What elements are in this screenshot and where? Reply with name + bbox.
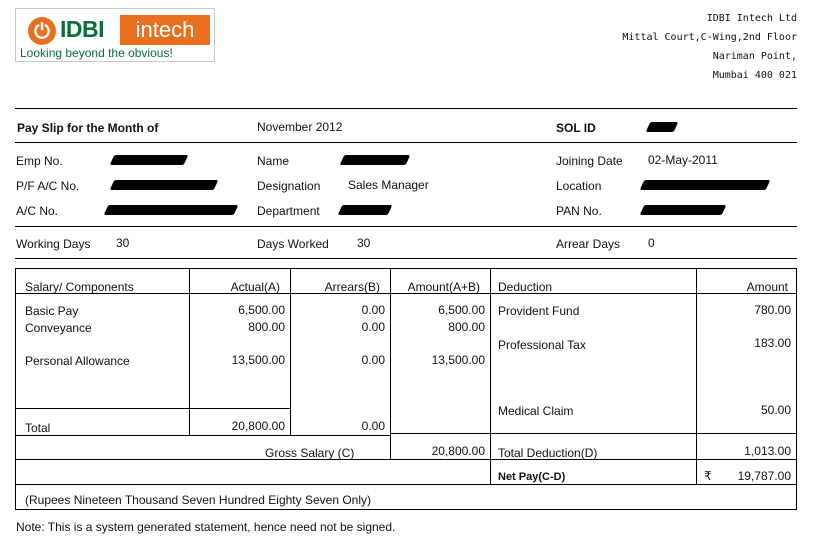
ac-no-label: A/C No. [16, 204, 59, 218]
payslip-title: Pay Slip for the Month of [17, 121, 159, 135]
details-divider [15, 226, 797, 227]
days-worked-value: 30 [357, 236, 371, 250]
name-label: Name [257, 154, 290, 168]
earning-arrears: 0.00 [361, 320, 385, 334]
gross-row-rule [390, 433, 797, 434]
deduction-amount: 183.00 [754, 336, 791, 350]
details-bottom-rule [15, 258, 797, 259]
deduction-name: Provident Fund [498, 304, 580, 318]
rupee-symbol: ₹ [704, 469, 712, 483]
net-pay-value: 19,787.00 [737, 469, 791, 483]
header-amount: Amount(A+B) [407, 280, 480, 294]
logo-tagline: Looking beyond the obvious! [20, 46, 173, 60]
company-logo [15, 8, 215, 62]
table-left-border [15, 268, 16, 509]
words-row-rule [15, 484, 797, 485]
emp-no-label: Emp No. [16, 154, 63, 168]
col-divider-ded-amount [696, 268, 697, 484]
sol-id-label: SOL ID [556, 121, 596, 135]
days-worked-label: Days Worked [257, 237, 329, 251]
earning-arrears: 0.00 [361, 353, 385, 367]
earning-actual: 13,500.00 [231, 353, 285, 367]
header-deduction-amount: Amount [746, 280, 788, 294]
earning-name: Personal Allowance [25, 354, 130, 368]
pf-ac-redacted [110, 180, 219, 190]
joining-date-value: 02-May-2011 [648, 153, 718, 167]
earning-amount: 800.00 [448, 320, 485, 334]
logo-mark [24, 15, 210, 47]
total-deduction-value: 1,013.00 [744, 444, 791, 458]
header-salary-components: Salary/ Components [25, 280, 134, 294]
net-pay-in-words: (Rupees Nineteen Thousand Seven Hundred Eighty Seven Only) [25, 493, 371, 507]
total-actual: 20,800.00 [231, 419, 285, 433]
designation-label: Designation [257, 179, 321, 193]
working-days-value: 30 [116, 236, 130, 250]
joining-date-label: Joining Date [556, 154, 623, 168]
earning-arrears: 0.00 [361, 303, 385, 317]
ac-no-redacted [104, 205, 239, 215]
department-label: Department [257, 204, 320, 218]
pf-ac-label: P/F A/C No. [16, 179, 80, 193]
department-redacted [338, 205, 393, 215]
col-divider-actual [189, 268, 190, 435]
location-redacted [640, 180, 771, 190]
deduction-name: Medical Claim [498, 404, 574, 418]
col-divider-deduction [490, 268, 491, 484]
company-address-line1: Mittal Court,C-Wing,2nd Floor [622, 32, 797, 43]
deduction-amount: 780.00 [754, 303, 791, 317]
header-arrears: Arrears(B) [324, 280, 380, 294]
designation-value: Sales Manager [348, 178, 429, 192]
total-row-rule [15, 408, 290, 409]
gross-salary-value: 20,800.00 [431, 444, 485, 458]
company-name: IDBI Intech Ltd [706, 13, 797, 24]
emp-no-redacted [110, 155, 189, 165]
table-top-border [15, 268, 797, 269]
col-divider-amount [390, 268, 391, 459]
pan-no-redacted [640, 205, 727, 215]
earning-amount: 6,500.00 [438, 303, 485, 317]
earning-name: Basic Pay [25, 304, 79, 318]
header-top-rule [15, 108, 797, 109]
sol-id-redacted [646, 122, 679, 132]
logo-intech-text: intech [120, 15, 210, 45]
total-arrears: 0.00 [361, 419, 385, 433]
earning-name: Conveyance [25, 321, 92, 335]
total-label: Total [25, 421, 51, 435]
company-address-line2: Nariman Point, [712, 51, 797, 62]
footer-note: Note: This is a system generated statement, hence need not be signed. [16, 520, 396, 534]
header-bottom-rule [15, 142, 797, 143]
arrear-days-value: 0 [648, 236, 655, 250]
table-bottom-border [15, 509, 797, 510]
total-deduction-label: Total Deduction(D) [498, 446, 598, 460]
payslip-month: November 2012 [257, 120, 343, 134]
logo-circle-icon: ⏻ [28, 17, 56, 45]
deduction-amount: 50.00 [760, 403, 791, 417]
company-address-line3: Mumbai 400 021 [712, 70, 797, 81]
name-redacted [340, 155, 411, 165]
gross-salary-label: Gross Salary (C) [265, 446, 355, 460]
table-right-border [796, 268, 797, 509]
earning-actual: 800.00 [248, 320, 285, 334]
working-days-label: Working Days [16, 237, 91, 251]
total-bottom-rule [15, 435, 390, 436]
header-actual: Actual(A) [230, 280, 280, 294]
net-row-rule [15, 459, 797, 460]
deduction-name: Professional Tax [498, 338, 586, 352]
earning-amount: 13,500.00 [431, 353, 485, 367]
logo-idbi-text: IDBI [60, 16, 104, 42]
earning-actual: 6,500.00 [238, 303, 285, 317]
location-label: Location [556, 179, 602, 193]
pan-no-label: PAN No. [556, 204, 602, 218]
header-deduction: Deduction [498, 280, 553, 294]
arrear-days-label: Arrear Days [556, 237, 621, 251]
net-pay-label: Net Pay(C-D) [498, 471, 566, 483]
col-divider-arrears [290, 268, 291, 435]
